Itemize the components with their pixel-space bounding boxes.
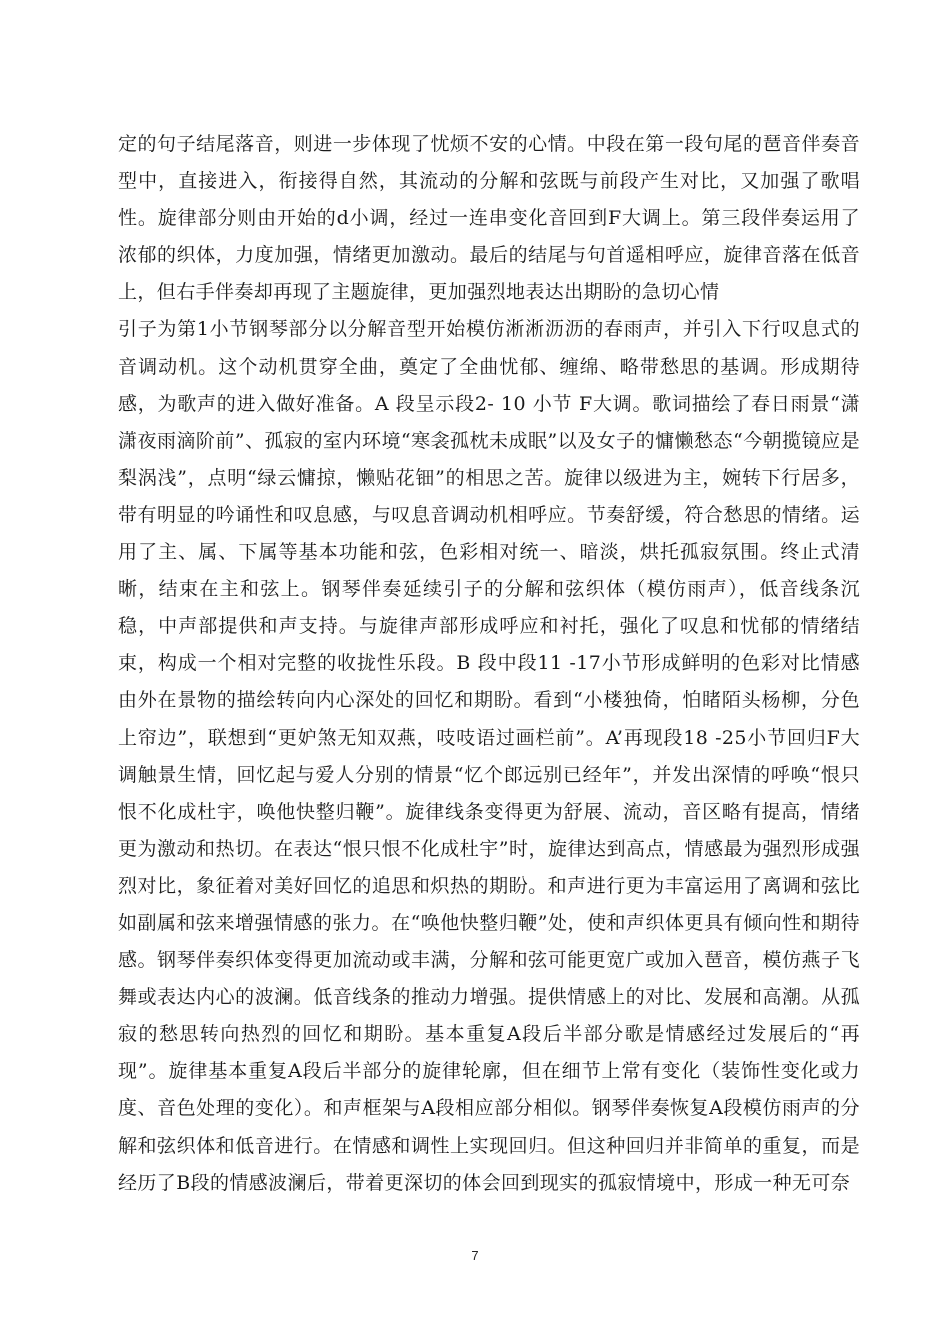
body-text: [118, 126, 860, 1202]
paragraph-analysis: 引子为第1小节钢琴部分以分解音型开始模仿淅淅沥沥的春雨声，并引入下行叹息式的音调动机。这个动机贯穿全曲，奠定了全曲忧郁、缠绵、略带愁思的基调。形成期待感，为歌声的进入做好准备。A 段呈示段2- 10 小节 F大调。歌词描绘了春日雨景“潇潇夜雨滴阶前”、孤寂的室内环境“寒衾孤枕未成眠”以及女子的慵懒愁态“今朝揽镜应是梨涡浅”，点明“绿云慵掠，懒贴花钿”的相思之苦。旋律以级进为主，婉转下行居多，带有明显的吟诵性和叹息感，与叹息音调动机相呼应。节奏舒缓，符合愁思的情绪。运用了主、属、下属等基本功能和弦，色彩相对统一、暗淡，烘托孤寂氛围。终止式清晰，结束在主和弦上。钢琴伴奏延续引子的分解和弦织体（模仿雨声），低音线条沉稳，中声部提供和声支持。与旋律声部形成呼应和衬托，强化了叹息和忧郁的情绪结束，构成一个相对完整的收拢性乐段。B 段中段11 -17小节形成鲜明的色彩对比情感由外在景物的描绘转向内心深处的回忆和期盼。看到“小楼独倚，怕睹陌头杨柳，分色上帘边”，联想到“更妒煞无知双燕，吱吱语过画栏前”。A’再现段18 -25小节回归F大调触景生情，回忆起与爱人分别的情景“忆个郎远别已经年”，并发出深情的呼唤“恨只恨不化成杜宇，唤他快整归鞭”。旋律线条变得更为舒展、流动，音区略有提高，情绪更为激动和热切。在表达“恨只恨不化成杜宇”时，旋律达到高点，情感最为强烈形成强烈对比，象征着对美好回忆的追思和炽热的期盼。和声进行更为丰富运用了离调和弦比如副属和弦来增强情感的张力。在“唤他快整归鞭”处，使和声织体更具有倾向性和期待感。钢琴伴奏织体变得更加流动或丰满，分解和弦可能更宽广或加入琶音，模仿燕子飞舞或表达内心的波澜。低音线条的推动力增强。提供情感上的对比、发展和高潮。从孤寂的愁思转向热烈的回忆和期盼。基本重复A段后半部分歌是情感经过发展后的“再现”。旋律基本重复A段后半部分的旋律轮廓，但在细节上常有变化（装饰性变化或力度、音色处理的变化）。和声框架与A段相应部分相似。钢琴伴奏恢复A段模仿雨声的分解和弦织体和低音进行。在情感和调性上实现回归。但这种回归并非简单的重复，而是经历了B段的情感波澜后，带着更深切的体会回到现实的孤寂情境中，形成一种无可奈: [118, 318, 860, 1194]
paragraph-continuation: 定的句子结尾落音，则进一步体现了忧烦不安的心情。中段在第一段句尾的琶音伴奏音型中，直接进入，衔接得自然，其流动的分解和弦既与前段产生对比，又加强了歌唱性。旋律部分则由开始的d小调，经过一连串变化音回到F大调上。第三段伴奏运用了浓郁的织体，力度加强，情绪更加激动。最后的结尾与句首遥相呼应，旋律音落在低音上，但右手伴奏却再现了主题旋律，更加强烈地表达出期盼的急切心情: [118, 133, 860, 304]
page-number: 7: [471, 1248, 479, 1263]
